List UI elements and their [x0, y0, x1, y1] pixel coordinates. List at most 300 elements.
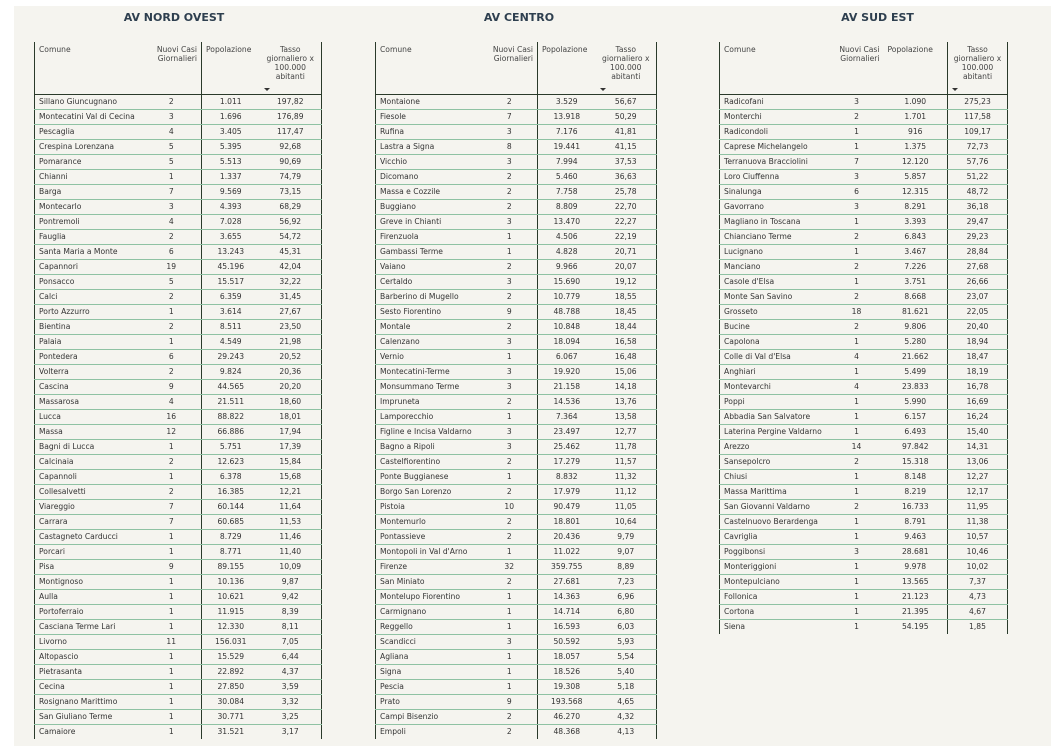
table-body: [720, 95, 1008, 635]
table-row[interactable]: [35, 305, 322, 320]
table-row[interactable]: [376, 530, 657, 545]
table-row[interactable]: [376, 395, 657, 410]
cell-tasso: 36,63: [596, 170, 657, 185]
table-row[interactable]: [720, 335, 1008, 350]
table-row[interactable]: [720, 170, 1008, 185]
table-row[interactable]: [376, 110, 657, 125]
cell-comune: Calenzano: [376, 335, 482, 350]
cell-comune: Viareggio: [35, 500, 142, 515]
cell-popolazione: 6.378: [202, 470, 260, 485]
table-row[interactable]: [376, 635, 657, 650]
cell-popolazione: 8.148: [884, 470, 948, 485]
cell-nuovi-casi: 1: [830, 410, 884, 425]
cell-tasso: 20,52: [260, 350, 322, 365]
cell-comune: Pisa: [35, 560, 142, 575]
table-row[interactable]: [376, 350, 657, 365]
column-header-popolazione[interactable]: Popolazione: [202, 42, 260, 95]
cell-popolazione: 17.279: [538, 455, 596, 470]
cell-popolazione: 8.832: [538, 470, 596, 485]
cell-tasso: 5,54: [596, 650, 657, 665]
table-row[interactable]: [35, 200, 322, 215]
cell-popolazione: 16.593: [538, 620, 596, 635]
cell-popolazione: 7.028: [202, 215, 260, 230]
cell-tasso: 10,09: [260, 560, 322, 575]
cell-nuovi-casi: 1: [830, 470, 884, 485]
table-row[interactable]: [376, 365, 657, 380]
cell-tasso: 18,60: [260, 395, 322, 410]
cell-comune: Capolona: [720, 335, 830, 350]
table-row[interactable]: [720, 395, 1008, 410]
table-row[interactable]: [720, 410, 1008, 425]
cell-popolazione: 12.623: [202, 455, 260, 470]
table-row[interactable]: [35, 95, 322, 110]
table-row[interactable]: [376, 560, 657, 575]
cell-nuovi-casi: 2: [482, 320, 538, 335]
cell-nuovi-casi: 2: [482, 395, 538, 410]
cell-tasso: 176,89: [260, 110, 322, 125]
cell-tasso: 12,21: [260, 485, 322, 500]
cell-comune: Porto Azzurro: [35, 305, 142, 320]
cell-tasso: 4,13: [596, 725, 657, 740]
cell-nuovi-casi: 2: [142, 230, 202, 245]
cell-popolazione: 1.375: [884, 140, 948, 155]
table-row[interactable]: [376, 470, 657, 485]
table-row[interactable]: [720, 245, 1008, 260]
column-header-comune[interactable]: Comune: [376, 42, 482, 95]
table-row[interactable]: [35, 350, 322, 365]
table-row[interactable]: [376, 665, 657, 680]
cell-comune: Ponte Buggianese: [376, 470, 482, 485]
cell-tasso: 25,78: [596, 185, 657, 200]
table-row[interactable]: [720, 215, 1008, 230]
table-row[interactable]: [376, 440, 657, 455]
cell-nuovi-casi: 1: [830, 485, 884, 500]
cell-tasso: 74,79: [260, 170, 322, 185]
table-row[interactable]: [720, 380, 1008, 395]
cell-popolazione: 66.886: [202, 425, 260, 440]
cell-nuovi-casi: 12: [142, 425, 202, 440]
cell-tasso: 48,72: [948, 185, 1008, 200]
cell-comune: Massa Marittima: [720, 485, 830, 500]
cell-tasso: 7,23: [596, 575, 657, 590]
table-row[interactable]: [376, 620, 657, 635]
table-row[interactable]: [376, 695, 657, 710]
table-row[interactable]: [720, 560, 1008, 575]
cell-comune: Castagneto Carducci: [35, 530, 142, 545]
cell-nuovi-casi: 7: [142, 185, 202, 200]
table-row[interactable]: [376, 605, 657, 620]
table-row[interactable]: [35, 320, 322, 335]
cell-tasso: 10,02: [948, 560, 1008, 575]
table-row[interactable]: [35, 365, 322, 380]
table-row[interactable]: [376, 725, 657, 740]
cell-nuovi-casi: 2: [142, 455, 202, 470]
cell-popolazione: 60.144: [202, 500, 260, 515]
cell-nuovi-casi: 2: [506, 727, 512, 736]
table-row[interactable]: [720, 320, 1008, 335]
cell-nuovi-casi: 1: [168, 727, 174, 736]
cell-tasso: 41,15: [596, 140, 657, 155]
cell-popolazione: 4.506: [538, 230, 596, 245]
cell-tasso: 117,47: [260, 125, 322, 140]
cell-tasso: 14,18: [596, 380, 657, 395]
cell-nuovi-casi: 9: [142, 380, 202, 395]
table-row[interactable]: [376, 290, 657, 305]
table-row[interactable]: [35, 440, 322, 455]
table-row[interactable]: [35, 530, 322, 545]
table-row[interactable]: [35, 395, 322, 410]
cell-popolazione: 19.920: [538, 365, 596, 380]
table-row[interactable]: [35, 245, 322, 260]
table-row[interactable]: [35, 185, 322, 200]
cell-tasso: 92,68: [260, 140, 322, 155]
cell-nuovi-casi: 2: [482, 455, 538, 470]
cell-tasso: 45,31: [260, 245, 322, 260]
table-row[interactable]: [720, 470, 1008, 485]
cell-tasso: 19,12: [596, 275, 657, 290]
cell-tasso: 14,31: [948, 440, 1008, 455]
table-row[interactable]: [35, 620, 322, 635]
cell-popolazione: 10.848: [538, 320, 596, 335]
column-header-tasso[interactable]: [260, 42, 322, 95]
cell-popolazione: 60.685: [202, 515, 260, 530]
table-row[interactable]: [376, 95, 657, 110]
table-row[interactable]: [35, 425, 322, 440]
table-row[interactable]: [720, 500, 1008, 515]
table-row[interactable]: [376, 155, 657, 170]
column-header-popolazione[interactable]: Popolazione: [884, 42, 948, 95]
cell-nuovi-casi: 2: [142, 95, 202, 110]
cell-comune: Radicondoli: [720, 125, 830, 140]
cell-tasso: 20,07: [596, 260, 657, 275]
cell-popolazione: 8.771: [202, 545, 260, 560]
cell-tasso: 50,29: [596, 110, 657, 125]
cell-popolazione: 20.436: [538, 530, 596, 545]
cell-nuovi-casi: 1: [482, 650, 538, 665]
cell-popolazione: 28.681: [884, 545, 948, 560]
cell-popolazione: 6.067: [538, 350, 596, 365]
cell-comune: Palaia: [35, 335, 142, 350]
region-table: [34, 42, 322, 739]
table-row[interactable]: [376, 410, 657, 425]
cell-comune: Capannoli: [35, 470, 142, 485]
table-row[interactable]: [720, 185, 1008, 200]
table-row[interactable]: [376, 140, 657, 155]
cell-comune: Grosseto: [720, 305, 830, 320]
table-row[interactable]: [35, 335, 322, 350]
cell-tasso: 22,05: [948, 305, 1008, 320]
cell-tasso: 20,36: [260, 365, 322, 380]
table-row[interactable]: [720, 515, 1008, 530]
cell-nuovi-casi: 3: [142, 110, 202, 125]
cell-comune: Greve in Chianti: [376, 215, 482, 230]
table-row[interactable]: [376, 590, 657, 605]
cell-nuovi-casi: 3: [482, 425, 538, 440]
table-row[interactable]: [35, 155, 322, 170]
cell-popolazione: 14.714: [538, 605, 596, 620]
table-row[interactable]: [35, 560, 322, 575]
table-row[interactable]: [35, 635, 322, 650]
cell-comune: San Giuliano Terme: [35, 710, 142, 725]
table-row[interactable]: [376, 500, 657, 515]
cell-nuovi-casi: 1: [142, 605, 202, 620]
cell-comune: Cecina: [35, 680, 142, 695]
table-row[interactable]: [720, 95, 1008, 110]
table-row[interactable]: [35, 110, 322, 125]
cell-nuovi-casi: 3: [482, 155, 538, 170]
table-row[interactable]: [376, 515, 657, 530]
cell-popolazione: 48.368: [538, 725, 596, 740]
cell-popolazione: 5.499: [884, 365, 948, 380]
table-row[interactable]: [720, 590, 1008, 605]
cell-comune: Montignoso: [35, 575, 142, 590]
cell-comune: Cortona: [720, 605, 830, 620]
cell-nuovi-casi: 1: [482, 350, 538, 365]
cell-popolazione: 18.801: [538, 515, 596, 530]
cell-comune: Lucignano: [720, 245, 830, 260]
table-row[interactable]: [35, 215, 322, 230]
cell-nuovi-casi: 7: [482, 110, 538, 125]
table-row[interactable]: [376, 245, 657, 260]
table-row[interactable]: [720, 350, 1008, 365]
cell-popolazione: 19.308: [538, 680, 596, 695]
column-header-nuovi-casi[interactable]: Nuovi Casi Giornalieri: [142, 42, 202, 95]
table-row[interactable]: [376, 125, 657, 140]
table-row[interactable]: [376, 650, 657, 665]
table-row[interactable]: [720, 530, 1008, 545]
table-row[interactable]: [720, 440, 1008, 455]
cell-popolazione: 9.824: [202, 365, 260, 380]
table-row[interactable]: [720, 305, 1008, 320]
table-row[interactable]: [376, 305, 657, 320]
cell-comune: Fiesole: [376, 110, 482, 125]
cell-comune: Pescia: [376, 680, 482, 695]
table-row[interactable]: [720, 605, 1008, 620]
cell-popolazione: 3.393: [884, 215, 948, 230]
table-row[interactable]: [376, 575, 657, 590]
cell-comune: Cavriglia: [720, 530, 830, 545]
cell-comune: Lastra a Signa: [376, 140, 482, 155]
cell-tasso: 11,64: [260, 500, 322, 515]
cell-comune: Firenze: [376, 560, 482, 575]
cell-nuovi-casi: 2: [830, 320, 884, 335]
table-row[interactable]: [376, 380, 657, 395]
table-row[interactable]: [35, 680, 322, 695]
cell-comune: Siena: [720, 620, 830, 635]
table-row[interactable]: [376, 455, 657, 470]
table-row[interactable]: [35, 125, 322, 140]
cell-tasso: 20,20: [260, 380, 322, 395]
cell-comune: Bagno a Ripoli: [376, 440, 482, 455]
table-row[interactable]: [35, 590, 322, 605]
cell-tasso: 11,53: [260, 515, 322, 530]
table-row[interactable]: [35, 380, 322, 395]
table-row[interactable]: [720, 545, 1008, 560]
table-row[interactable]: [376, 335, 657, 350]
column-header-tasso[interactable]: [596, 42, 657, 95]
table-row[interactable]: [35, 230, 322, 245]
region-title: AV SUD EST: [841, 11, 914, 24]
table-row[interactable]: [720, 485, 1008, 500]
cell-popolazione: 31.521: [202, 725, 260, 740]
cell-tasso: 29,47: [948, 215, 1008, 230]
table-row[interactable]: [720, 620, 1008, 635]
cell-nuovi-casi: 1: [830, 245, 884, 260]
table-row[interactable]: [720, 200, 1008, 215]
cell-popolazione: 22.892: [202, 665, 260, 680]
cell-nuovi-casi: 1: [482, 245, 538, 260]
cell-popolazione: 3.467: [884, 245, 948, 260]
table-row[interactable]: [35, 455, 322, 470]
table-row[interactable]: [35, 260, 322, 275]
cell-comune: Certaldo: [376, 275, 482, 290]
cell-comune: Laterina Pergine Valdarno: [720, 425, 830, 440]
table-row[interactable]: [35, 695, 322, 710]
sort-descending-icon[interactable]: [600, 88, 606, 91]
table-row[interactable]: [376, 425, 657, 440]
cell-popolazione: 19.441: [538, 140, 596, 155]
cell-popolazione: 16.385: [202, 485, 260, 500]
table-row[interactable]: [376, 275, 657, 290]
table-row[interactable]: [35, 485, 322, 500]
column-header-comune[interactable]: Comune: [720, 42, 830, 95]
cell-nuovi-casi: 1: [830, 335, 884, 350]
cell-nuovi-casi: 2: [830, 260, 884, 275]
cell-popolazione: 21.123: [884, 590, 948, 605]
table-row[interactable]: [376, 485, 657, 500]
table-row[interactable]: [720, 260, 1008, 275]
cell-popolazione: 6.493: [884, 425, 948, 440]
table-row[interactable]: [720, 365, 1008, 380]
region-table: [719, 42, 1008, 634]
table-row[interactable]: [35, 275, 322, 290]
table-row[interactable]: [376, 200, 657, 215]
cell-tasso: 21,98: [260, 335, 322, 350]
table-row[interactable]: [35, 545, 322, 560]
table-body: [35, 95, 322, 740]
table-row[interactable]: [720, 140, 1008, 155]
column-header-nuovi-casi[interactable]: Nuovi Casi Giornalieri: [482, 42, 538, 95]
table-row[interactable]: [35, 170, 322, 185]
table-row[interactable]: [720, 110, 1008, 125]
table-row[interactable]: [376, 185, 657, 200]
table-row[interactable]: [35, 140, 322, 155]
cell-popolazione: 3.405: [202, 125, 260, 140]
cell-popolazione: 3.655: [202, 230, 260, 245]
cell-popolazione: 46.270: [538, 710, 596, 725]
sort-descending-icon[interactable]: [264, 88, 270, 91]
cell-nuovi-casi: 1: [830, 275, 884, 290]
table-row[interactable]: [720, 575, 1008, 590]
cell-comune: Montecarlo: [35, 200, 142, 215]
cell-nuovi-casi: 3: [482, 335, 538, 350]
cell-tasso: 9,42: [260, 590, 322, 605]
cell-nuovi-casi: 1: [142, 590, 202, 605]
table-row[interactable]: [35, 650, 322, 665]
table-row[interactable]: [720, 125, 1008, 140]
cell-nuovi-casi: 1: [142, 470, 202, 485]
cell-nuovi-casi: 1: [482, 680, 538, 695]
table-row[interactable]: [35, 500, 322, 515]
table-row[interactable]: [720, 155, 1008, 170]
cell-popolazione: 8.791: [884, 515, 948, 530]
table-row[interactable]: [35, 605, 322, 620]
table-row[interactable]: [35, 515, 322, 530]
column-header-nuovi-casi[interactable]: Nuovi Casi Giornalieri: [830, 42, 884, 95]
table-row[interactable]: [376, 320, 657, 335]
column-header-tasso[interactable]: [948, 42, 1008, 95]
cell-tasso: 37,53: [596, 155, 657, 170]
cell-nuovi-casi: 1: [482, 410, 538, 425]
cell-nuovi-casi: 2: [830, 455, 884, 470]
cell-popolazione: 12.315: [884, 185, 948, 200]
cell-popolazione: 29.243: [202, 350, 260, 365]
table-row[interactable]: [376, 215, 657, 230]
sort-descending-icon[interactable]: [952, 88, 958, 91]
table-row[interactable]: [35, 290, 322, 305]
table-row[interactable]: [720, 290, 1008, 305]
cell-tasso: 6,96: [596, 590, 657, 605]
table-row[interactable]: [376, 230, 657, 245]
table-row[interactable]: [720, 230, 1008, 245]
cell-comune: Montelupo Fiorentino: [376, 590, 482, 605]
cell-nuovi-casi: 1: [830, 530, 884, 545]
table-row[interactable]: [35, 665, 322, 680]
cell-comune: Ponsacco: [35, 275, 142, 290]
table-row[interactable]: [376, 545, 657, 560]
cell-tasso: 7,37: [948, 575, 1008, 590]
cell-nuovi-casi: 1: [830, 365, 884, 380]
table-row[interactable]: [720, 275, 1008, 290]
table-row[interactable]: [720, 425, 1008, 440]
cell-nuovi-casi: 1: [142, 620, 202, 635]
table-row[interactable]: [720, 455, 1008, 470]
cell-tasso: 20,71: [596, 245, 657, 260]
cell-comune: Montale: [376, 320, 482, 335]
cell-comune: Massarosa: [35, 395, 142, 410]
cell-comune: Chianni: [35, 170, 142, 185]
column-header-comune[interactable]: Comune: [35, 42, 142, 95]
table-row[interactable]: [376, 170, 657, 185]
cell-comune: Pistoia: [376, 500, 482, 515]
cell-tasso: 16,58: [596, 335, 657, 350]
cell-tasso: 16,69: [948, 395, 1008, 410]
cell-nuovi-casi: 2: [482, 260, 538, 275]
cell-tasso: 11,57: [596, 455, 657, 470]
cell-nuovi-casi: 5: [142, 155, 202, 170]
table-row[interactable]: [35, 710, 322, 725]
cell-popolazione: 10.136: [202, 575, 260, 590]
cell-comune: Empoli: [376, 725, 482, 740]
cell-comune: Vernio: [376, 350, 482, 365]
table-row[interactable]: [376, 710, 657, 725]
table-row[interactable]: [35, 470, 322, 485]
table-row[interactable]: [35, 575, 322, 590]
cell-tasso: 13,76: [596, 395, 657, 410]
table-row[interactable]: [35, 725, 322, 740]
cell-popolazione: 3.751: [884, 275, 948, 290]
table-row[interactable]: [376, 680, 657, 695]
cell-popolazione: 90.479: [538, 500, 596, 515]
cell-tasso: 36,18: [948, 200, 1008, 215]
table-row[interactable]: [35, 410, 322, 425]
cell-comune: Pontremoli: [35, 215, 142, 230]
cell-tasso: 11,46: [260, 530, 322, 545]
cell-tasso: 17,94: [260, 425, 322, 440]
table-row[interactable]: [376, 260, 657, 275]
cell-nuovi-casi: 1: [830, 515, 884, 530]
column-header-popolazione[interactable]: Popolazione: [538, 42, 596, 95]
